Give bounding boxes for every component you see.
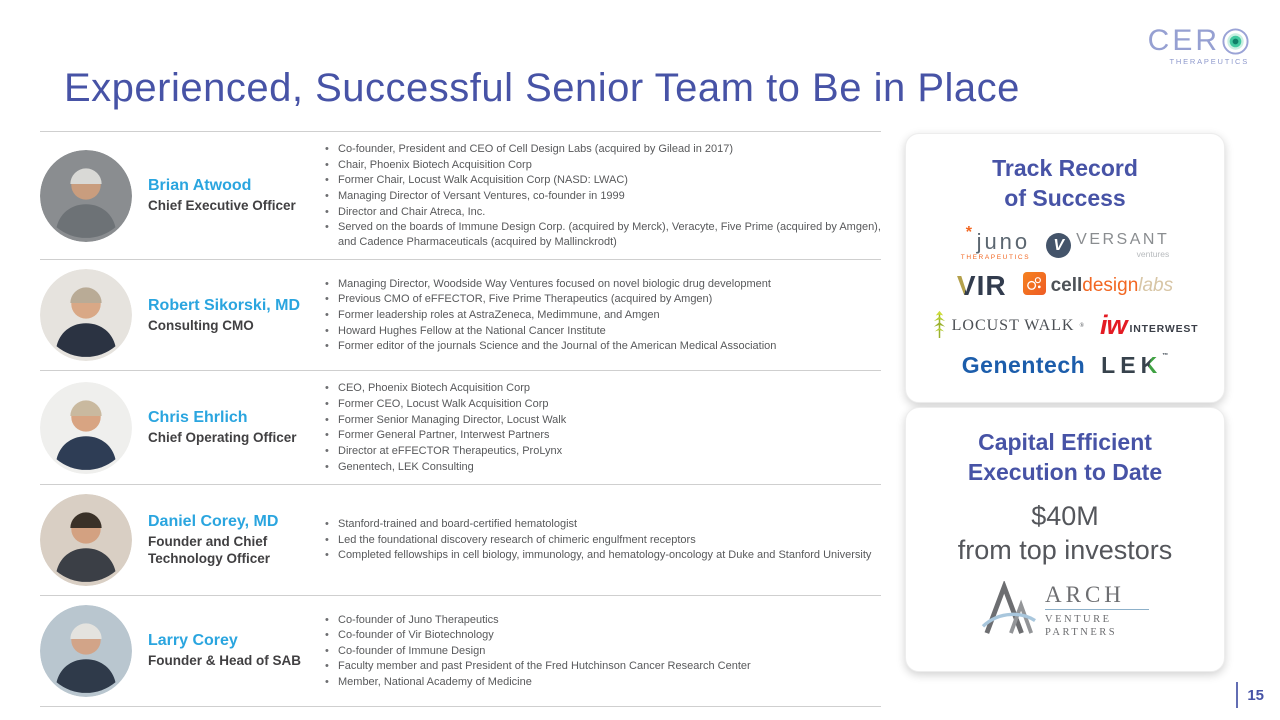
bullet-item: • Served on the boards of Immune Design Corp. (acquired by Merck), Veracyte, Five Prime (acquired by Amgen), and Cadence Pharmaceuticals (acquired by Mallinckrodt)	[322, 220, 881, 249]
cdl-design-text: design	[1082, 275, 1139, 297]
avatar	[40, 382, 132, 474]
bullet-item: • Director and Chair Atreca, Inc.	[322, 205, 881, 220]
bullet-item: • CEO, Phoenix Biotech Acquisition Corp	[322, 381, 881, 396]
bullet-item: • Former Chair, Locust Walk Acquisition Corp (NASD: LWAC)	[322, 173, 881, 188]
member-bullets	[322, 380, 881, 475]
bullet-item: • Managing Director, Woodside Way Ventures focused on novel biologic drug development	[322, 277, 881, 292]
member-identity	[148, 632, 308, 670]
bullet-item: • Managing Director of Versant Ventures, co-founder in 1999	[322, 189, 881, 204]
member-role: Chief Operating Officer	[148, 429, 297, 445]
member-name: Larry Corey	[148, 632, 238, 650]
juno-wordmark: juno	[976, 228, 1031, 254]
avatar	[40, 494, 132, 586]
vir-logo	[956, 269, 1007, 301]
arch-mark-icon	[981, 581, 1037, 640]
bullet-item: • Genentech, LEK Consulting	[322, 460, 881, 475]
lek-l-glyph: L	[1101, 352, 1121, 379]
cell-design-labs-logo	[1023, 272, 1174, 300]
right-column	[905, 133, 1225, 672]
cero-subtitle-text: THERAPEUTICS	[1169, 57, 1249, 66]
member-name: Robert Sikorski, MD	[148, 296, 301, 314]
member-bullets	[322, 276, 881, 355]
avatar	[40, 150, 132, 242]
capital-efficiency-card	[905, 407, 1225, 672]
team-member-row	[40, 370, 881, 484]
bullet-item: • Co-founder of Vir Biotechnology	[322, 628, 881, 643]
bullet-item: • Chair, Phoenix Biotech Acquisition Corp	[322, 158, 881, 173]
capital-amount: $40M	[1031, 500, 1099, 531]
member-identity	[148, 297, 308, 335]
genentech-logo	[962, 352, 1085, 379]
versant-wordmark: VERSANT	[1076, 231, 1170, 249]
locust-walk-logo	[932, 307, 1084, 344]
lek-tm-mark: ™	[1162, 353, 1169, 360]
track-record-title-line1: Track Record	[992, 155, 1138, 181]
locust-walk-wordmark: LOCUST WALK	[951, 316, 1075, 334]
bullet-item: • Member, National Academy of Medicine	[322, 675, 881, 690]
team-member-row	[40, 259, 881, 370]
bullet-item: • Led the foundational discovery research of chimeric engulfment receptors	[322, 533, 881, 548]
capital-title-line2: Execution to Date	[967, 458, 1163, 485]
member-identity	[148, 513, 308, 568]
member-identity	[148, 409, 308, 447]
member-role: Founder & Head of SAB	[148, 653, 302, 669]
bullet-item: • Co-founder of Juno Therapeutics	[322, 613, 881, 628]
cdl-labs-text: labs	[1138, 275, 1174, 297]
versant-circle-icon: V	[1046, 233, 1071, 258]
arch-venture-text: VENTURE	[1045, 614, 1112, 626]
member-name: Chris Ehrlich	[148, 408, 248, 426]
page-title: Experienced, Successful Senior Team to Be in Place	[64, 66, 1020, 110]
bullet-item: • Completed fellowships in cell biology, immunology, and hematology-oncology at Duke and Stanford University	[322, 548, 881, 563]
team-list	[40, 131, 881, 707]
member-role: Consulting CMO	[148, 317, 254, 333]
arch-divider	[1045, 609, 1149, 610]
bullet-item: • Faculty member and past President of the Fred Hutchinson Cancer Research Center	[322, 659, 881, 674]
bullet-item: • Former Senior Managing Director, Locust Walk	[322, 413, 881, 428]
juno-therapeutics-logo	[960, 223, 1031, 261]
avatar	[40, 605, 132, 697]
versant-subtext: ventures	[1136, 249, 1170, 260]
interwest-iw-glyph: iw	[1100, 310, 1127, 341]
interwest-wordmark: INTERWEST	[1129, 323, 1199, 336]
team-member-row	[40, 131, 881, 259]
track-record-title	[906, 134, 1224, 214]
cdl-cell-text: cell	[1050, 275, 1083, 297]
bullet-item: • Co-founder of Immune Design	[322, 644, 881, 659]
page-corner	[1236, 682, 1264, 708]
juno-star-icon: *	[965, 223, 972, 241]
capital-title-line1: Capital Efficient	[978, 429, 1152, 455]
page-number-divider	[1236, 682, 1238, 708]
track-record-title-line2: of Success	[1004, 184, 1126, 211]
cell-design-labs-icon	[1023, 272, 1046, 300]
bullet-item: • Former General Partner, Interwest Partners	[322, 428, 881, 443]
track-record-card	[905, 133, 1225, 403]
cero-target-icon	[1221, 27, 1250, 56]
vir-ir-glyph: IR	[976, 269, 1007, 301]
bullet-item: • Co-founder, President and CEO of Cell Design Labs (acquired by Gilead in 2017)	[322, 142, 881, 157]
bullet-item: • Former CEO, Locust Walk Acquisition Corp	[322, 397, 881, 412]
juno-subtext: THERAPEUTICS	[960, 253, 1031, 261]
member-bullets	[322, 516, 881, 564]
team-member-row	[40, 595, 881, 706]
member-identity	[148, 177, 308, 215]
member-name: Daniel Corey, MD	[148, 512, 279, 530]
genentech-wordmark: Genentech	[961, 352, 1086, 379]
member-role: Chief Executive Officer	[148, 197, 296, 213]
logo-grid	[906, 223, 1224, 386]
member-name: Brian Atwood	[148, 176, 252, 194]
capital-card-title	[906, 408, 1224, 488]
bullet-item: • Stanford-trained and board-certified hematologist	[322, 517, 881, 532]
bullet-item: • Former editor of the journals Science and the Journal of the American Medical Association	[322, 339, 881, 354]
locust-walk-leaf-icon	[932, 307, 947, 344]
locust-reg-mark: ®	[1079, 322, 1085, 329]
versant-ventures-logo	[1046, 232, 1169, 259]
interwest-logo	[1100, 310, 1199, 341]
arch-wordmark: ARCH	[1045, 582, 1125, 607]
arch-partners-text: PARTNERS	[1045, 627, 1118, 639]
lek-e-glyph: E	[1120, 352, 1141, 379]
team-member-row	[40, 484, 881, 595]
capital-subtitle: from top investors	[957, 534, 1173, 565]
bullet-item: • Former leadership roles at AstraZeneca, Medimmune, and Amgen	[322, 308, 881, 323]
page-number: 15	[1247, 686, 1264, 704]
lek-logo	[1101, 352, 1168, 379]
cero-brand-text: CER	[1147, 24, 1220, 57]
bullet-item: • Previous CMO of eFFECTOR, Five Prime Therapeutics (acquired by Amgen)	[322, 292, 881, 307]
lek-k-glyph: K	[1140, 352, 1163, 379]
arch-venture-partners-logo	[906, 581, 1224, 640]
member-bullets	[322, 141, 881, 250]
bullet-item: • Howard Hughes Fellow at the National Cancer Institute	[322, 324, 881, 339]
cero-therapeutics-logo	[1145, 26, 1250, 66]
member-role: Founder and Chief Technology Officer	[148, 533, 271, 567]
member-bullets	[322, 612, 881, 691]
avatar	[40, 269, 132, 361]
vir-v-glyph: V	[956, 269, 977, 301]
bullet-item: • Director at eFFECTOR Therapeutics, ProLynx	[322, 444, 881, 459]
